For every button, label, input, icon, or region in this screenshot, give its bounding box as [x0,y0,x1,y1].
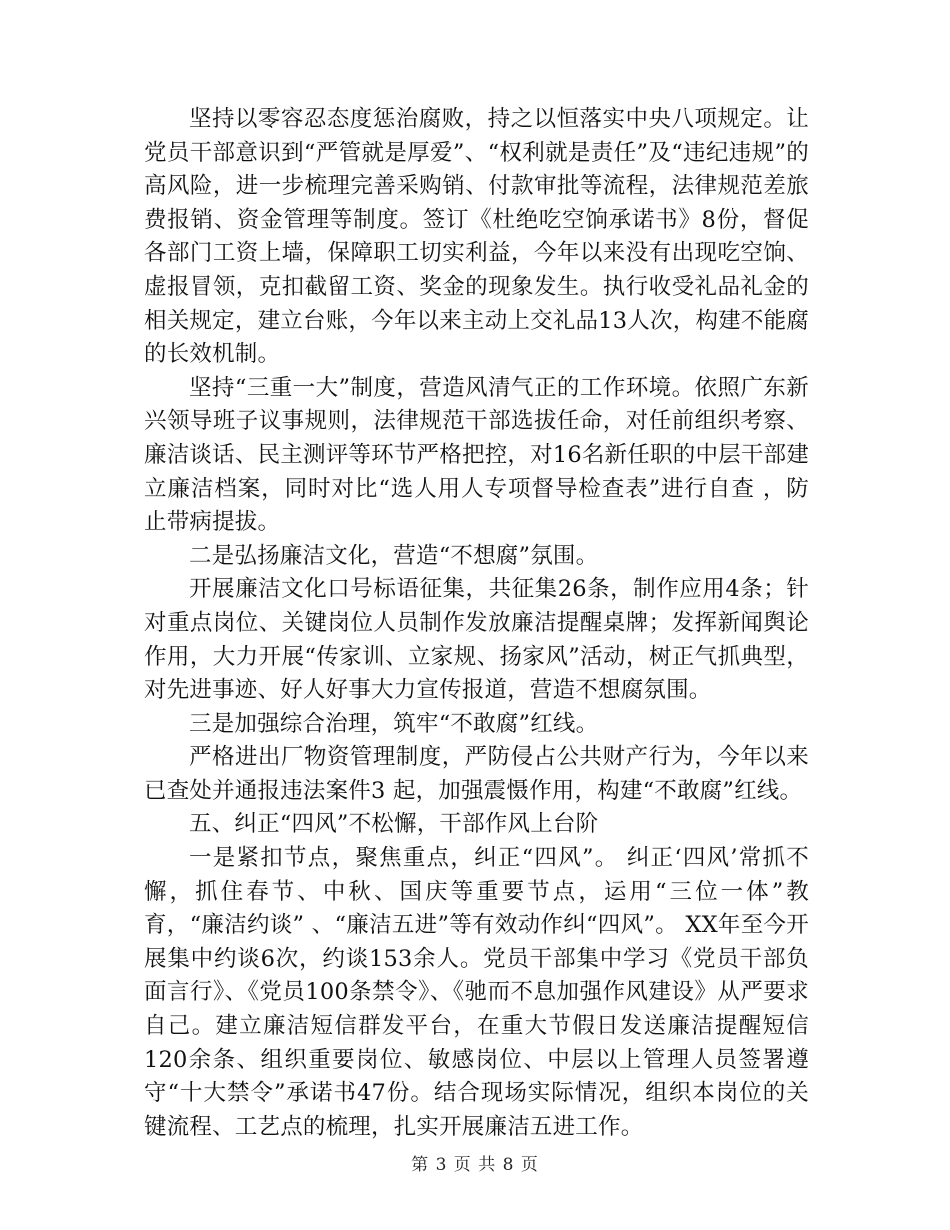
document-body [144,103,809,1144]
paragraph-integrity-slogans: 开展廉洁文化口号标语征集，共征集26条，制作应用4条；针对重点岗位、关键岗位人员制作发放廉洁提醒桌牌；发挥新闻舆论作用，大力开展“传家训、立家规、扬家风”活动，树正气抓典型，对先进事迹、好人好事大力宣传报道，营造不想腐氛围。 [144,576,809,704]
paragraph-zero-tolerance: 坚持以零容忍态度惩治腐败，持之以恒落实中央八项规定。让党员干部意识到“严管就是厚爱”、“权利就是责任”及“违纪违规”的高风险，进一步梳理完善采购销、付款审批等流程，法律规范差旅费报销、资金管理等制度。签订《杜绝吃空饷承诺书》8份，督促各部门工资上墙，保障职工切实利益，今年以来没有出现吃空饷、虚报冒领，克扣截留工资、奖金的现象发生。执行收受礼品礼金的相关规定，建立台账，今年以来主动上交礼品13人次，构建不能腐的长效机制。 [144,106,809,368]
paragraph-material-management: 严格进出厂物资管理制度，严防侵占公共财产行为，今年以来已查处并通报违法案件3 起，加强震慑作用，构建“不敢腐”红线。 [144,744,809,804]
heading-comprehensive-governance: 三是加强综合治理，筑牢“不敢腐”红线。 [189,710,599,737]
paragraph-three-important-one-large: 坚持“三重一大”制度，营造风清气正的工作环境。依照广东新兴领导班子议事规则，法律规范干部选拔任命，对任前组织考察、廉洁谈话、民主测评等环节严格把控，对16名新任职的中层干部建立廉洁档案，同时对比“选人用人专项督导检查表”进行自查 ，防止带病提拔。 [144,374,809,536]
heading-promote-integrity-culture: 二是弘扬廉洁文化，营造“不想腐”氛围。 [189,542,599,569]
page-number-footer: 第 3 页 共 8 页 [411,1155,539,1175]
paragraph-key-nodes: 一是紧扣节点，聚焦重点，纠正“四风”。 纠正‘四风’常抓不懈，抓住春节、中秋、国庆等重要节点，运用“三位一体”教育，“廉洁约谈” 、“廉洁五进”等有效动作纠“四风”。 XX年至今开展集中约谈6次，约谈153余人。党员干部集中学习《党员干部负面言行》、《党员100条禁令》、《驰而不息加强作风建设》从严要求自己。建立廉洁短信群发平台，在重大节假日发送廉洁提醒短信120余条、组织重要岗位、敏感岗位、中层以上管理人员签署遵守“十大禁令”承诺书47份。结合现场实际情况，组织本岗位的关键流程、工艺点的梳理，扎实开展廉洁五进工作。 [144,845,809,1140]
section-heading-four-winds: 五、纠正“四风”不松懈，干部作风上台阶 [189,811,599,838]
